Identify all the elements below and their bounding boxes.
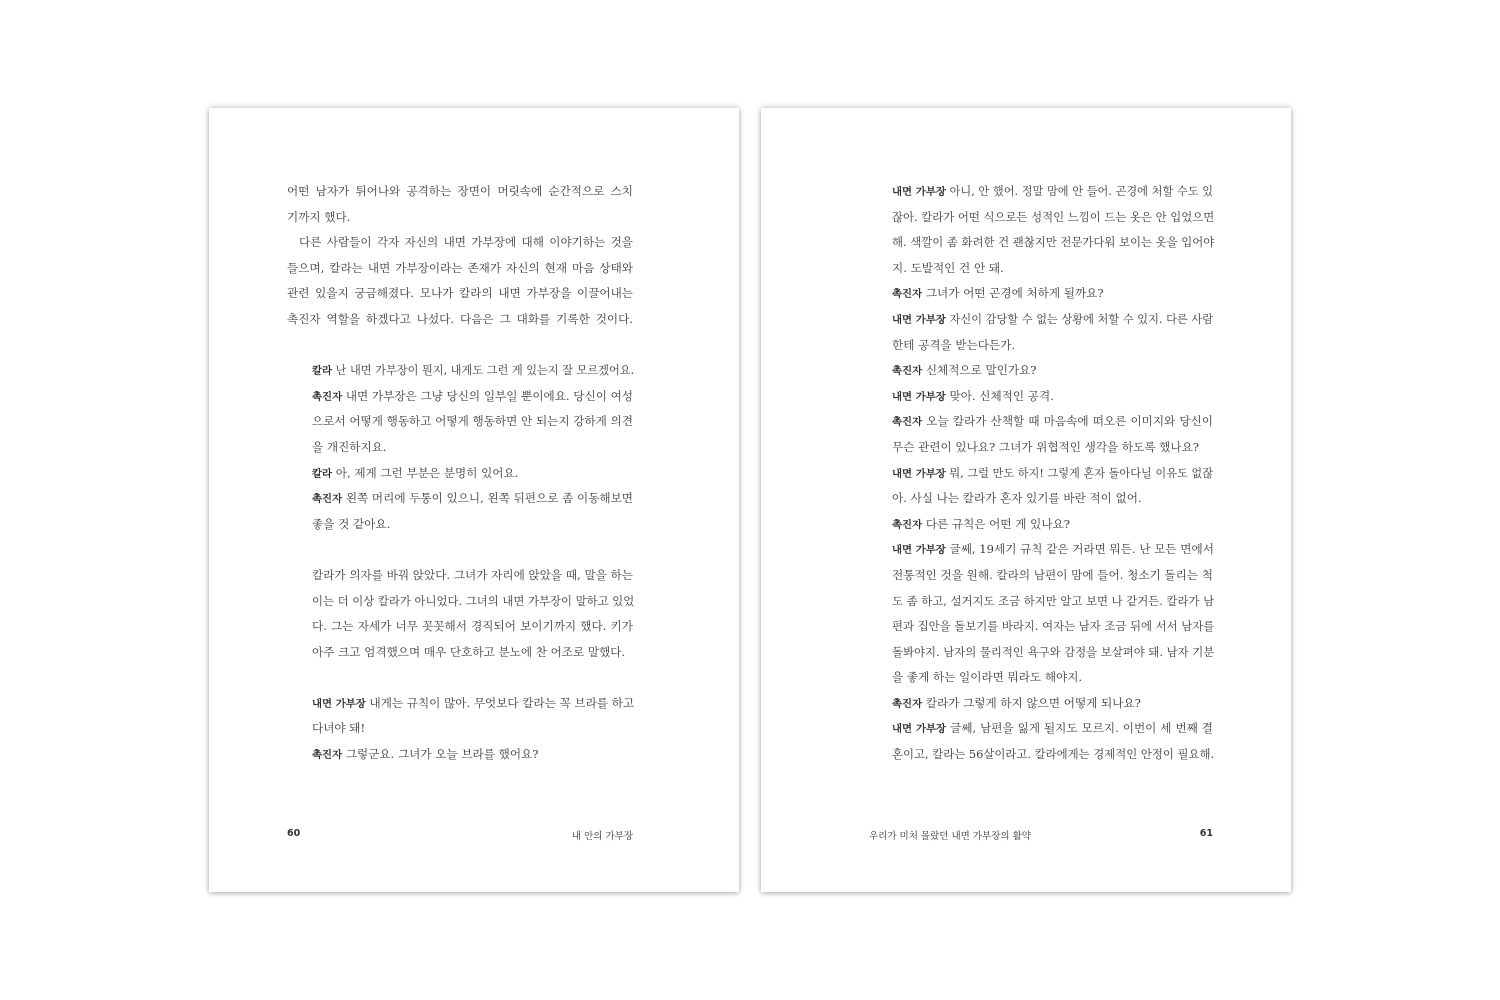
dialogue-line: 잖아. 칼라가 어떤 식으로든 성적인 느낌이 드는 옷은 안 입었으면 xyxy=(892,209,1215,224)
text-line: 이는 더 이상 칼라가 아니었다. 그녀의 내면 가부장이 말하고 있었 xyxy=(312,593,635,608)
text-line: 다른 사람들이 각자 자신의 내면 가부장에 대해 이야기하는 것을 xyxy=(299,235,633,250)
dialogue-line: 내면 가부장 글쎄, 19세기 규칙 같은 거라면 뭐든. 난 모든 면에서 xyxy=(892,542,1214,557)
speaker-label: 촉진자 xyxy=(892,288,923,301)
speaker-label: 내면 가부장 xyxy=(892,313,946,326)
dialogue-line: 내면 가부장 아니, 안 했어. 정말 맘에 안 들어. 곤경에 처할 수도 있 xyxy=(892,185,1214,198)
speaker-label: 촉진자 xyxy=(312,493,343,506)
dialogue-line: 내면 가부장 맞아. 신체적인 공격. xyxy=(892,388,1054,403)
speaker-label: 내면 가부장 xyxy=(892,390,946,403)
running-title: 우리가 미처 몰랐던 내면 가부장의 활약 xyxy=(869,831,1031,842)
dialogue-line: 내면 가부장 자신이 감당할 수 없는 상황에 처할 수 있지. 다른 사람 xyxy=(892,312,1213,326)
dialogue-line: 내면 가부장 뭐, 그럴 만도 하지! 그렇게 혼자 돌아다닐 이유도 없잖 xyxy=(892,466,1213,480)
dialogue-line: 내면 가부장 글쎄, 남편을 잃게 될지도 모르지. 이번이 세 번째 결 xyxy=(892,721,1213,736)
text-line: 관련 있을지 궁금해졌다. 모나가 칼라의 내면 가부장을 이끌어내는 xyxy=(287,286,633,301)
speaker-label: 촉진자 xyxy=(892,518,923,531)
text-line: 기까지 했다. xyxy=(287,209,351,224)
text-line: 어떤 남자가 튀어나와 공격하는 장면이 머릿속에 순간적으로 스치 xyxy=(287,184,633,198)
speaker-label: 내면 가부장 xyxy=(312,697,366,710)
dialogue-line: 칼라 아, 제게 그런 부분은 분명히 있어요. xyxy=(312,465,519,480)
page-number: 61 xyxy=(1199,828,1213,839)
text-line: 들으며, 칼라는 내면 가부장이라는 존재가 자신의 현재 마음 상태와 xyxy=(287,260,633,275)
dialogue-line: 도 좀 하고, 설거지도 조금 하지만 알고 보면 나 같거든. 칼라가 남 xyxy=(892,593,1215,608)
dialogue-line: 무슨 관련이 있나요? 그녀가 위협적인 생각을 하도록 했나요? xyxy=(892,439,1200,454)
speaker-label: 촉진자 xyxy=(892,697,923,710)
text-line: 촉진자 역할을 하겠다고 나섰다. 다음은 그 대화를 기록한 것이다. xyxy=(287,311,633,326)
dialogue-line: 촉진자 그녀가 어떤 곤경에 처하게 될까요? xyxy=(892,286,1104,301)
text-line: 칼라가 의자를 바꿔 앉았다. 그녀가 자리에 앉았을 때, 말을 하는 xyxy=(312,567,633,582)
text-line: 다. 그는 자세가 너무 꼿꼿해서 경직되어 보이기까지 했다. 키가 xyxy=(312,619,633,634)
dialogue-line: 촉진자 내면 가부장은 그냥 당신의 일부일 뿐이에요. 당신이 여성 xyxy=(312,388,633,403)
dialogue-line: 칼라 난 내면 가부장이 뭔지, 내게도 그런 게 있는지 잘 모르겠어요. xyxy=(312,364,635,378)
running-title: 내 안의 가부장 xyxy=(571,831,633,842)
dialogue-line: 해. 색깔이 좀 화려한 건 괜찮지만 전문가다워 보이는 옷을 입어야 xyxy=(892,235,1215,250)
speaker-label: 내면 가부장 xyxy=(892,723,947,736)
dialogue-line: 촉진자 다른 규칙은 어떤 게 있나요? xyxy=(892,516,1070,531)
dialogue-line: 촉진자 신체적으로 말인가요? xyxy=(892,363,1037,378)
speaker-label: 촉진자 xyxy=(892,365,923,378)
text-line: 아주 크고 엄격했으며 매우 단호하고 분노에 찬 어조로 말했다. xyxy=(312,644,626,659)
dialogue-line: 촉진자 칼라가 그렇게 하지 않으면 어떻게 되나요? xyxy=(892,695,1141,710)
left-page xyxy=(209,108,739,892)
speaker-label: 내면 가부장 xyxy=(892,467,946,480)
dialogue-line: 좋을 것 같아요. xyxy=(312,516,391,531)
right-page xyxy=(761,108,1291,892)
dialogue-line: 전통적인 것을 원해. 칼라의 남편이 맘에 들어. 청소기 돌리는 척 xyxy=(892,567,1213,582)
right-page-text xyxy=(892,179,1213,768)
dialogue-line: 다녀야 돼! xyxy=(312,721,366,736)
speaker-label: 내면 가부장 xyxy=(892,544,946,557)
dialogue-line: 아. 사실 나는 칼라가 혼자 있기를 바란 적이 없어. xyxy=(892,491,1142,506)
dialogue-line: 편과 집안을 돌보기를 바라지. 여자는 남자 조금 뒤에 서서 남자를 xyxy=(892,619,1215,634)
speaker-label: 촉진자 xyxy=(312,390,343,403)
dialogue-line: 지. 도발적인 건 안 돼. xyxy=(892,260,1004,275)
dialogue-line: 촉진자 그렇군요. 그녀가 오늘 브라를 했어요? xyxy=(312,747,539,762)
speaker-label: 칼라 xyxy=(312,365,333,378)
dialogue-block xyxy=(287,358,633,768)
dialogue-line: 혼이고, 칼라는 56살이라고. 칼라에게는 경제적인 안정이 필요해. xyxy=(892,747,1215,762)
speaker-label: 촉진자 xyxy=(892,416,923,429)
page-number: 60 xyxy=(287,828,301,839)
dialogue-line: 으로서 어떻게 행동하고 어떻게 행동하면 안 되는지 강하게 의견 xyxy=(312,414,633,429)
dialogue-line: 을 좋게 하는 일이라면 뭐라도 해야지. xyxy=(892,670,1083,685)
dialogue-line: 돌봐야지. 남자의 물리적인 욕구와 감정을 보살펴야 돼. 남자 기분 xyxy=(892,644,1215,659)
dialogue-line: 촉진자 오늘 칼라가 산책할 때 마음속에 떠오른 이미지와 당신이 xyxy=(892,414,1214,429)
speaker-label: 촉진자 xyxy=(312,749,343,762)
dialogue-line: 한테 공격을 받는다든가. xyxy=(892,337,1016,352)
speaker-label: 칼라 xyxy=(312,467,333,480)
left-page-text xyxy=(287,179,633,768)
dialogue-line: 을 개진하지요. xyxy=(312,439,387,454)
speaker-label: 내면 가부장 xyxy=(892,186,946,198)
dialogue-line: 촉진자 왼쪽 머리에 두통이 있으니, 왼쪽 뒤편으로 좀 이동해보면 xyxy=(312,491,633,506)
dialogue-line: 내면 가부장 내게는 규칙이 많아. 무엇보다 칼라는 꼭 브라를 하고 xyxy=(312,695,635,710)
